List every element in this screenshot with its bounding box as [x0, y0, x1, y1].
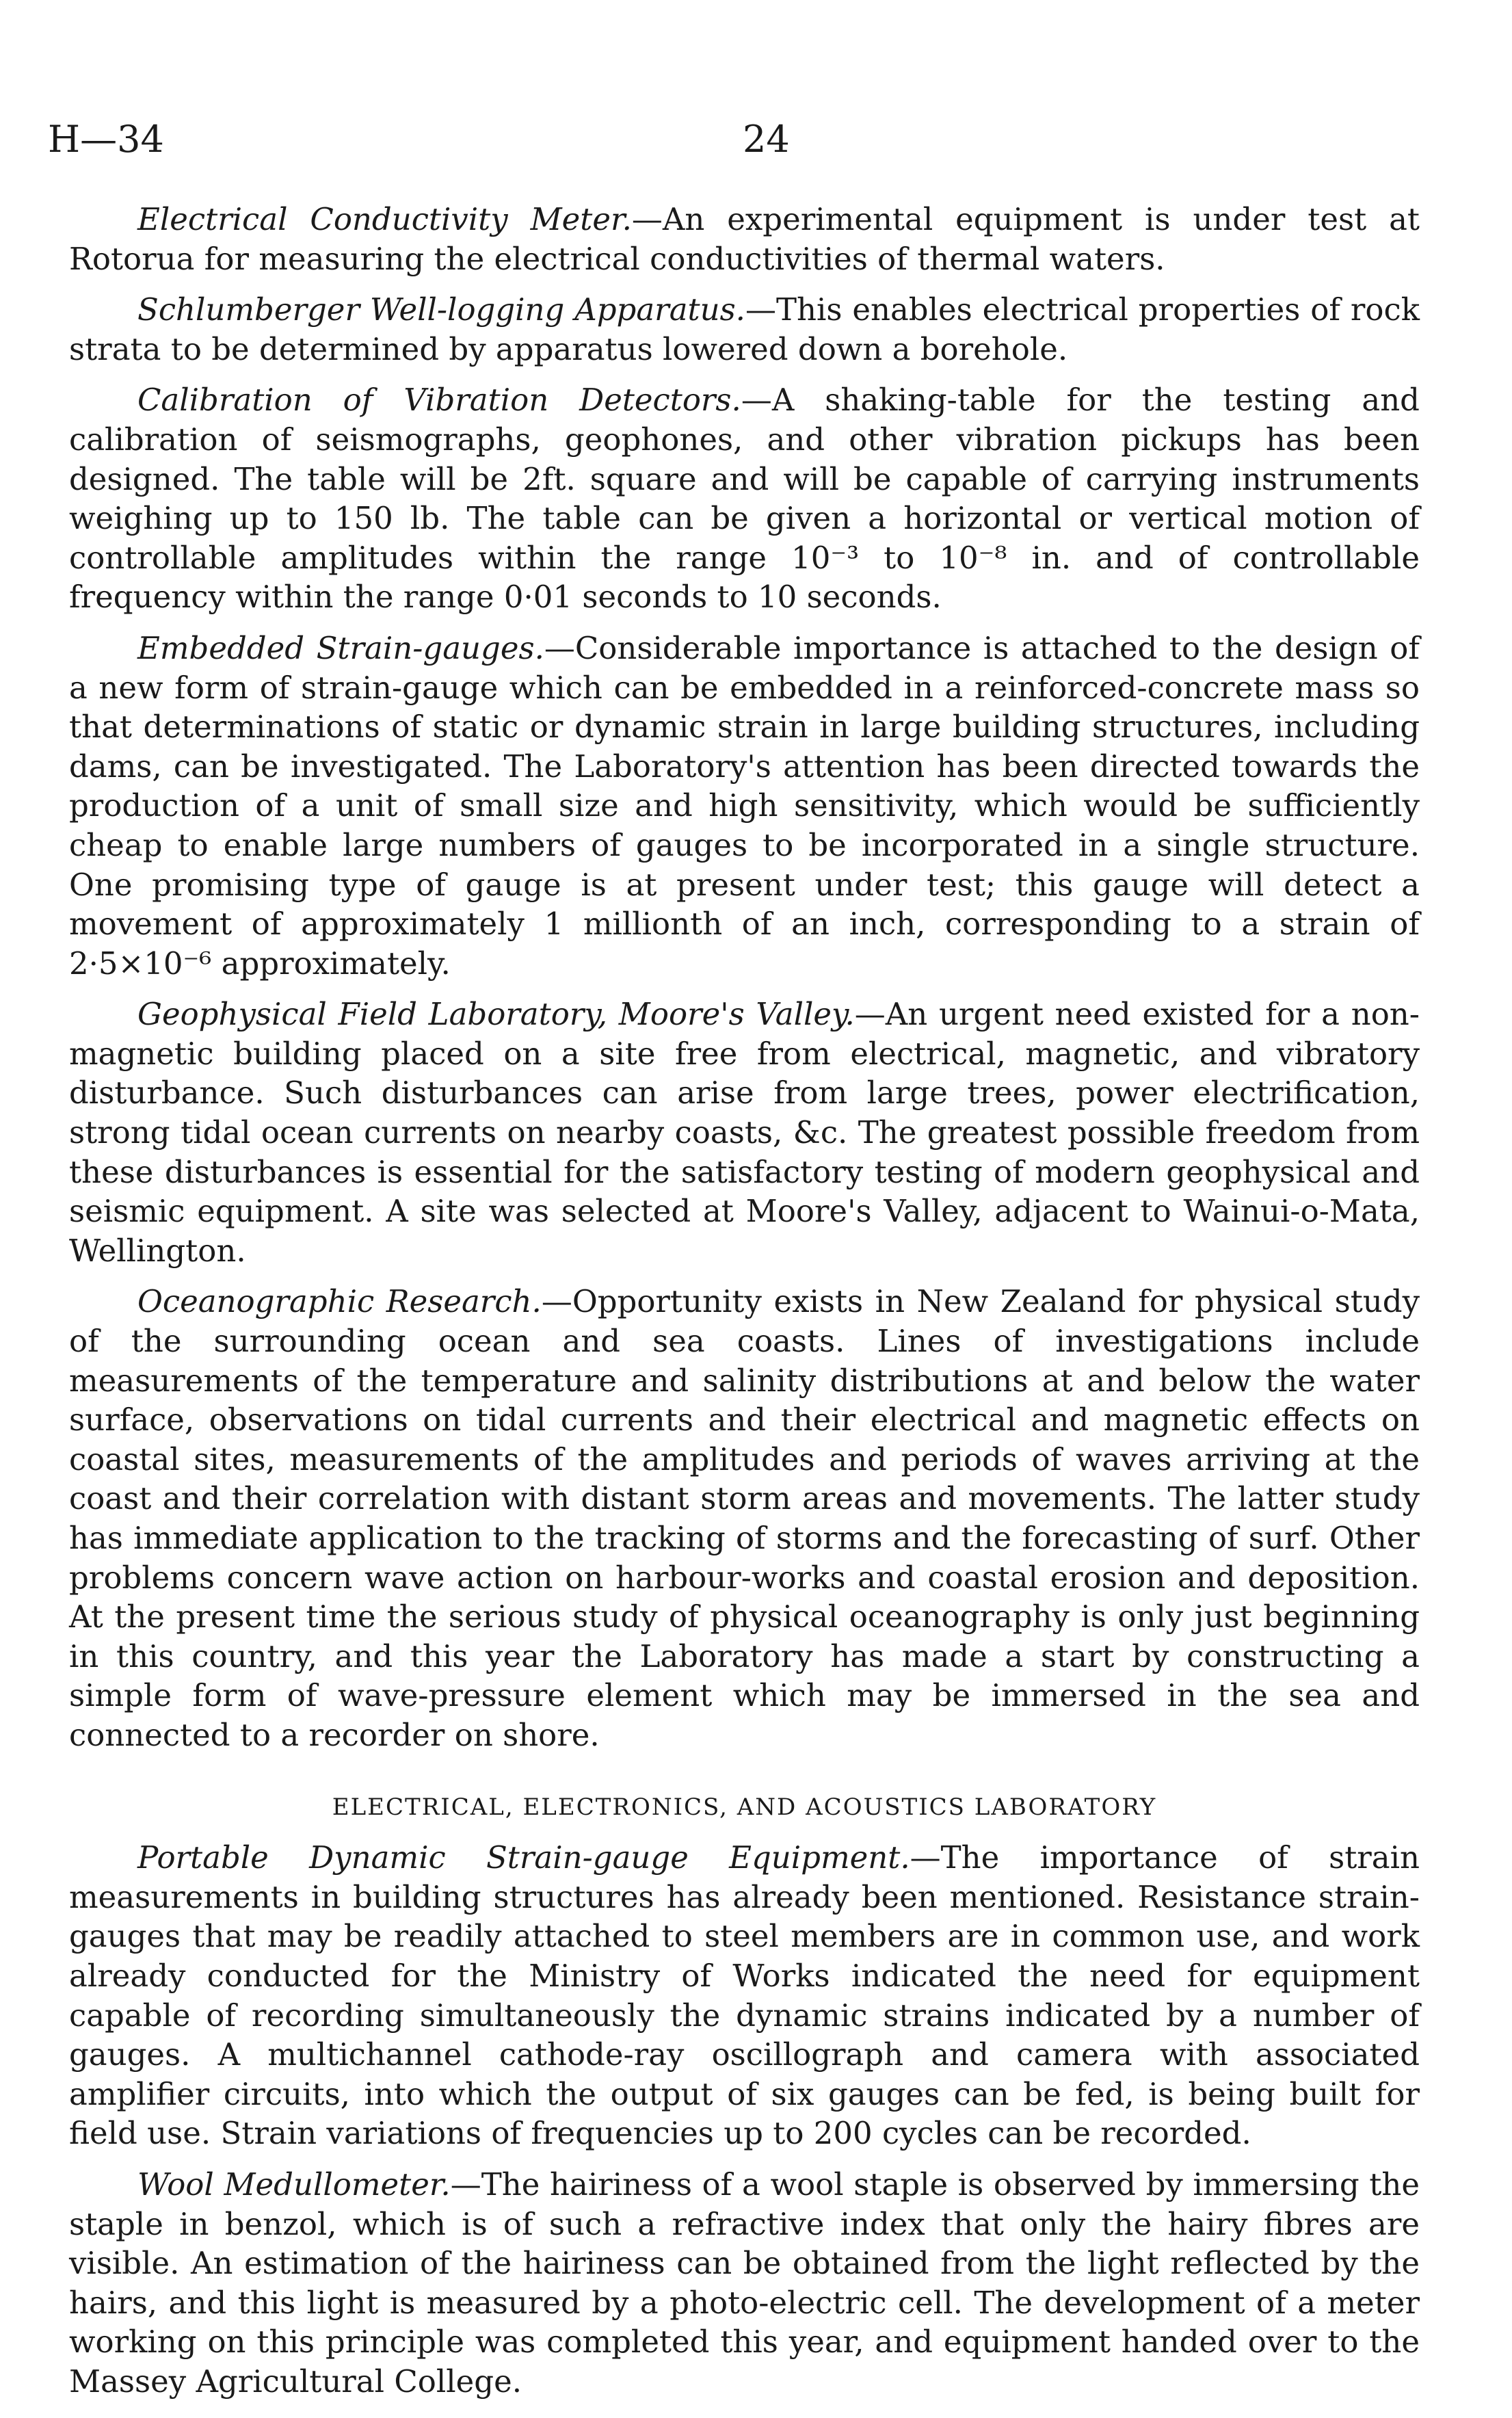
paragraph-heading: Portable Dynamic Strain-gauge Equipment. [137, 1839, 910, 1876]
paragraph-portable-dynamic-strain-gauge [69, 1838, 1420, 2153]
paragraph-text: —Opportunity exists in New Zealand for physical study of the surrounding ocean and sea coasts. Lines of investigations include measurements of the temperature and salinity distributions at and below the water surface, observations on tidal currents and their electrical and magnetic effects on coastal sites, measurements of the amplitudes and periods of waves arriving at the coast and their correlation with distant storm areas and movements. The latter study has immediate application to the tracking of storms and the forecasting of surf. Other problems concern wave action on harbour-works and coastal erosion and deposition. At the present time the serious study of physical oceanography is only just beginning in this country, and this year the Laboratory has made a start by constructing a simple form of wave-pressure element which may be immersed in the sea and connected to a recorder on shore. [69, 1283, 1420, 1753]
paragraph-text: —Considerable importance is attached to the design of a new form of strain-gauge which can be embedded in a reinforced-concrete mass so that determinations of static or dynamic strain in large building structures, including dams, can be investigated. The Laboratory's attention has been directed towards the production of a unit of small size and high sensitivity, which would be sufficiently cheap to enable large numbers of gauges to be incorporated in a single structure. One promising type of gauge is at present under test; this gauge will detect a movement of approximately 1 millionth of an inch, corresponding to a strain of 2·5×10⁻⁶ approximately. [69, 629, 1420, 982]
section-title: ELECTRICAL, ELECTRONICS, AND ACOUSTICS LABORATORY [332, 1793, 1157, 1821]
paragraph-electrical-conductivity-meter [69, 200, 1420, 278]
paragraph-text: —The hairiness of a wool staple is observed by immersing the staple in benzol, which is of such a refractive index that only the hairy fibres are visible. An estimation of the hairiness can be obtained from the light reflected by the hairs, and this light is measured by a photo-electric cell. The development of a meter working on this principle was completed this year, and equipment handed over to the Massey Agricultural College. [69, 2166, 1420, 2400]
paragraph-heading: Oceanographic Research. [137, 1283, 542, 1320]
paragraph-heading: Geophysical Field Laboratory, Moore's Valley. [137, 996, 855, 1033]
paragraph-heading: Schlumberger Well-logging Apparatus. [137, 291, 745, 328]
paragraph-geophysical-field-laboratory [69, 995, 1420, 1270]
document-reference: H—34 [48, 118, 164, 161]
page-body [69, 200, 1420, 2413]
paragraph-text: —A shaking-table for the testing and calibration of seismographs, geophones, and other vibration pickups has been designed. The table will be 2ft. square and will be capable of carrying instruments weighing up to 150 lb. The table can be given a horizontal or vertical motion of controllable amplitudes within the range 10⁻³ to 10⁻⁸ in. and of controllable frequency within the range 0·01 seconds to 10 seconds. [69, 382, 1420, 616]
paragraph-oceanographic-research [69, 1282, 1420, 1755]
page-header [48, 120, 1436, 168]
page-number: 24 [743, 118, 790, 161]
paragraph-text: —An urgent need existed for a non-magnetic building placed on a site free from electrical, magnetic, and vibratory disturbance. Such disturbances can arise from large trees, power electrification, strong tidal ocean currents on nearby coasts, &c. The greatest possible freedom from these disturbances is essential for the satisfactory testing of modern geophysical and seismic equipment. A site was selected at Moore's Valley, adjacent to Wainui-o-Mata, Wellington. [69, 996, 1420, 1269]
paragraph-heading: Calibration of Vibration Detectors. [137, 382, 741, 419]
paragraph-heading: Wool Medullometer. [137, 2166, 451, 2203]
paragraph-wool-medullometer [69, 2165, 1420, 2402]
paragraph-text: —This enables electrical properties of rock strata to be determined by apparatus lowered down a borehole. [69, 291, 1420, 367]
paragraph-heading: Embedded Strain-gauges. [137, 629, 544, 666]
paragraph-embedded-strain-gauges [69, 629, 1420, 983]
paragraph-text: —An experimental equipment is under test at Rotorua for measuring the electrical conductivities of thermal waters. [69, 201, 1420, 277]
paragraph-heading: Electrical Conductivity Meter. [137, 201, 632, 237]
paragraph-schlumberger-well-logging [69, 290, 1420, 369]
paragraph-text: —The importance of strain measurements in building structures has already been mentioned. Resistance strain-gauges that may be readily attached to steel members are in common use, and work already conducted for the Ministry of Works indicated the need for equipment capable of recording simultaneously the dynamic strains indicated by a number of gauges. A multichannel cathode-ray oscillograph and camera with associated amplifier circuits, into which the output of six gauges can be fed, is being built for field use. Strain variations of frequencies up to 200 cycles can be recorded. [69, 1839, 1420, 2152]
paragraph-calibration-vibration-detectors [69, 380, 1420, 617]
